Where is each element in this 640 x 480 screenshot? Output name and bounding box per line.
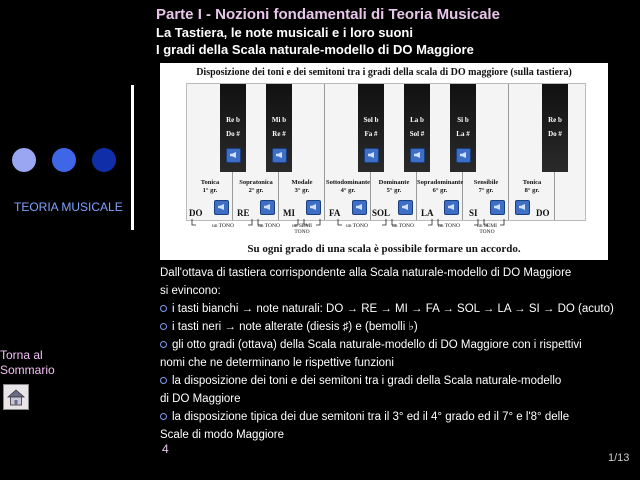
black-key-sharp: Do # bbox=[548, 130, 562, 138]
speaker-icon[interactable] bbox=[260, 200, 275, 215]
interval-label: un TONO bbox=[212, 223, 234, 229]
note-label: DO bbox=[189, 208, 203, 218]
bullet-5: la disposizione tipica dei due semitoni tra il 3° ed il 4° grado ed il 7° e l'8° delle bbox=[160, 408, 630, 426]
interval-label: un TONO bbox=[392, 223, 414, 229]
black-key-flat: Mi b bbox=[271, 116, 287, 124]
keyboard-figure bbox=[160, 63, 608, 260]
bullet-4: la disposizione dei toni e dei semitoni tra i gradi della Scala naturale-modello bbox=[160, 372, 630, 390]
speaker-icon[interactable] bbox=[306, 200, 321, 215]
body-text bbox=[160, 264, 630, 444]
bullet-icon bbox=[160, 341, 167, 348]
degree-label: Sensibile 7° gr. bbox=[473, 179, 499, 194]
black-key-flat: Re b bbox=[226, 116, 240, 124]
black-key-sharp: Sol # bbox=[409, 130, 425, 138]
bullet-4-cont: di DO Maggiore bbox=[160, 393, 241, 405]
speaker-icon[interactable] bbox=[272, 148, 287, 163]
speaker-icon[interactable] bbox=[444, 200, 459, 215]
black-key bbox=[220, 84, 246, 172]
speaker-icon[interactable] bbox=[398, 200, 413, 215]
black-key bbox=[358, 84, 384, 172]
figure-caption: Disposizione dei toni e dei semitoni tra i gradi della scala di DO maggiore (sulla tastiera) bbox=[196, 67, 572, 78]
degree-label: Sopratonica 2° gr. bbox=[239, 179, 273, 194]
home-icon bbox=[4, 385, 28, 409]
speaker-icon[interactable] bbox=[490, 200, 505, 215]
black-key-sharp: Do # bbox=[226, 130, 240, 138]
bullet-1: i tasti bianchi → note naturali: DO → RE → MI → FA → SOL → LA → SI → DO (acuto) bbox=[160, 300, 630, 318]
back-to-summary-link[interactable] bbox=[0, 348, 55, 378]
intro-line-2: si evincono: bbox=[160, 285, 221, 297]
slide-subtitle-2: I gradi della Scala naturale-modello di DO Maggiore bbox=[156, 42, 474, 57]
black-key bbox=[450, 84, 476, 172]
bullet-2: i tasti neri → note alterate (diesis ♯) e (bemolli ♭) bbox=[160, 318, 630, 336]
bullet-icon bbox=[160, 377, 167, 384]
note-label: FA bbox=[329, 208, 341, 218]
interval-label: un SEMI TONO bbox=[476, 223, 497, 235]
interval-label: un TONO bbox=[258, 223, 280, 229]
speaker-icon[interactable] bbox=[515, 200, 530, 215]
page-number: 4 bbox=[162, 442, 169, 456]
black-key bbox=[542, 84, 568, 172]
degree-label: Tonica 8° gr. bbox=[522, 179, 542, 194]
bullet-3-cont: nomi che ne determinano le rispettive funzioni bbox=[160, 357, 394, 369]
section-label: TEORIA MUSICALE bbox=[14, 200, 123, 214]
back-link-line1: Torna al bbox=[0, 348, 43, 362]
speaker-icon[interactable] bbox=[456, 148, 471, 163]
intro-line-1: Dall'ottava di tastiera corrispondente alla Scala naturale-modello di DO Maggiore bbox=[160, 267, 572, 279]
decor-dot-dark bbox=[92, 148, 116, 172]
degree-label: Sottodominante 4° gr. bbox=[325, 179, 371, 194]
slide-counter: 1/13 bbox=[608, 452, 630, 464]
bullet-3: gli otto gradi (ottava) della Scala naturale-modello di DO Maggiore con i rispettivi bbox=[160, 336, 630, 354]
black-key-sharp: Fa # bbox=[364, 130, 378, 138]
degree-label: Sopradominante 6° gr. bbox=[417, 179, 464, 194]
black-key-flat: Re b bbox=[548, 116, 562, 124]
degree-label: Dominante 5° gr. bbox=[378, 179, 410, 194]
back-link-line2: Sommario bbox=[0, 363, 55, 377]
note-label: MI bbox=[283, 208, 295, 218]
degree-label: Tonica 1° gr. bbox=[200, 179, 220, 194]
figure-bottom-text: Su ogni grado di una scala è possibile formare un accordo. bbox=[247, 243, 521, 255]
black-key-flat: Si b bbox=[457, 116, 469, 124]
black-key bbox=[266, 84, 292, 172]
note-label: DO bbox=[536, 208, 550, 218]
black-key-flat: La b bbox=[410, 116, 424, 124]
speaker-icon[interactable] bbox=[352, 200, 367, 215]
black-key-sharp: La # bbox=[456, 130, 470, 138]
decor-dot-light bbox=[12, 148, 36, 172]
note-label: RE bbox=[237, 208, 250, 218]
speaker-icon[interactable] bbox=[364, 148, 379, 163]
bullet-icon bbox=[160, 323, 167, 330]
slide-title: Parte I - Nozioni fondamentali di Teoria Musicale bbox=[156, 6, 500, 23]
speaker-icon[interactable] bbox=[226, 148, 241, 163]
home-button[interactable] bbox=[3, 384, 29, 410]
interval-label: un SEMI TONO bbox=[291, 223, 312, 235]
bullet-icon bbox=[160, 413, 167, 420]
bullet-5-cont: Scale di modo Maggiore bbox=[160, 429, 285, 441]
interval-label: un TONO bbox=[438, 223, 460, 229]
black-key-flat: Sol b bbox=[363, 116, 379, 124]
slide-subtitle-1: La Tastiera, le note musicali e i loro suoni bbox=[156, 25, 413, 40]
note-label: SOL bbox=[372, 208, 391, 218]
divider-line bbox=[131, 85, 134, 230]
decor-dot-mid bbox=[52, 148, 76, 172]
speaker-icon[interactable] bbox=[410, 148, 425, 163]
black-key-sharp: Re # bbox=[272, 130, 286, 138]
note-label: SI bbox=[469, 208, 478, 218]
bullet-icon bbox=[160, 305, 167, 312]
interval-brackets bbox=[186, 219, 586, 231]
interval-label: un TONO bbox=[346, 223, 368, 229]
black-key bbox=[404, 84, 430, 172]
note-label: LA bbox=[421, 208, 434, 218]
degree-label: Modale 3° gr. bbox=[291, 179, 313, 194]
speaker-icon[interactable] bbox=[214, 200, 229, 215]
keyboard bbox=[186, 83, 586, 221]
